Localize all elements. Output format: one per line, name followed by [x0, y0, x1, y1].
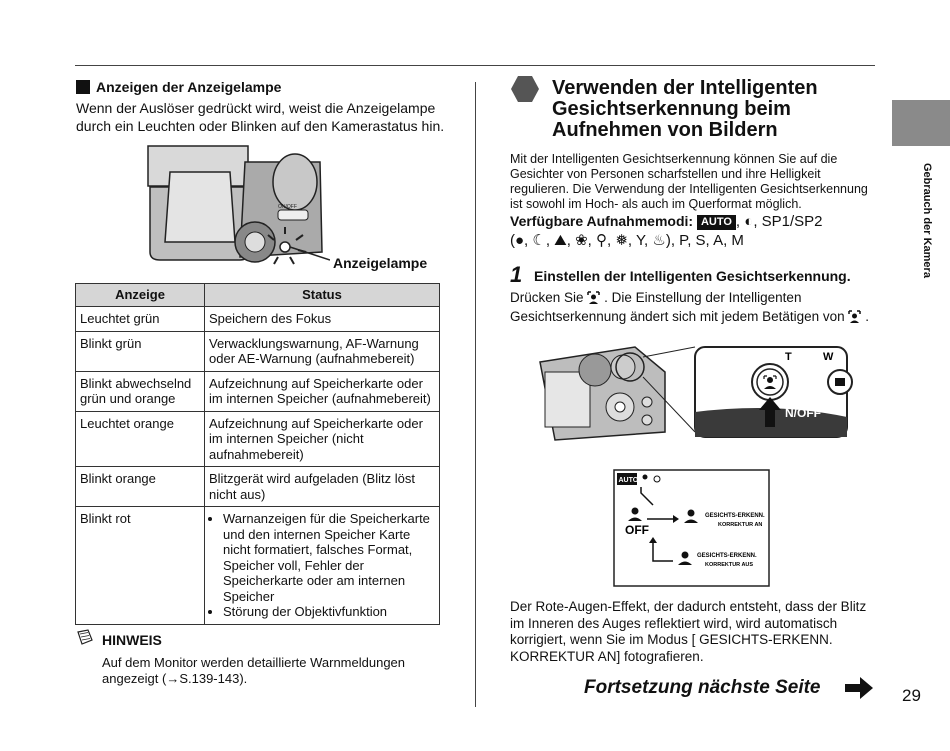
left-intro: Wenn der Auslöser gedrückt wird, weist die Anzeigelampe durch ein Leuchten oder Blinken auf den Kamerastatus hin. — [76, 100, 445, 134]
red-eye-text: Der Rote-Augen-Effekt, der dadurch entsteht, dass der Blitz im Inneren des Auges reflektiert wird, wird automatisch korrigiert, wenn Sie im Modus [ GESICHTS-ERKENN. KORREKTUR AN] fotografieren. — [510, 599, 867, 664]
table-row — [76, 411, 440, 467]
status-bullet: • Störung der Objektivfunktion — [223, 604, 435, 620]
section-tab — [892, 100, 950, 146]
status-bullet: • Warnanzeigen für die Speicherkarte und den internen Speicher Karte nicht formatiert, falsches Format, Speicher voll, Fehler der Speicherkarte oder am internen Speicher — [223, 511, 435, 604]
anzeige-cell: Blinkt abwechselnd grün und orange — [76, 371, 205, 411]
table-row — [76, 507, 440, 625]
step-number: 1 — [510, 262, 523, 287]
menu-option-on-line1: GESICHTS-ERKENN. — [705, 513, 765, 519]
status-table — [75, 283, 440, 625]
step-text — [510, 288, 878, 326]
table-row — [76, 307, 440, 332]
status-cell: Aufzeichnung auf Speicherkarte oder im internen Speicher (aufnahmebereit) — [205, 371, 440, 411]
top-rule — [75, 65, 875, 66]
anzeige-cell: Blinkt rot — [76, 507, 205, 625]
modes-line-2: (●, ☾, ⛰, ❀, ⚲, ❅, Y, ♨), P, S, A, M — [510, 232, 744, 249]
anzeige-cell: Blinkt grün — [76, 331, 205, 371]
left-section-title: Anzeigen der Anzeigelampe — [96, 79, 282, 95]
face-detection-menu-diagram — [613, 469, 770, 587]
menu-option-off-line2: KORREKTUR AUS — [705, 562, 754, 568]
shooting-modes — [510, 212, 880, 250]
modes-line-1: , ◐, SP1/SP2 — [735, 213, 823, 230]
indicator-lamp-label: Anzeigelampe — [333, 255, 428, 271]
step-text-c: . — [865, 309, 869, 324]
anzeige-cell: Leuchtet grün — [76, 307, 205, 332]
status-cell: Speichern des Fokus — [205, 307, 440, 332]
right-intro: Mit der Intelligenten Gesichtserkennung können Sie auf die Gesichter von Personen scharfstellen und ihre Helligkeit regulieren. Die Verwendung der Intelligenten Gesichtserkennung ist sowohl im Hoch- als auch im Querformat möglich. — [510, 152, 868, 211]
menu-off-label: OFF — [625, 523, 649, 537]
note-icon — [76, 628, 94, 646]
step-text-a: Drücken Sie — [510, 290, 584, 305]
column-header-status: Status — [205, 284, 440, 307]
face-detection-icon — [848, 310, 861, 323]
note-title: HINWEIS — [102, 632, 162, 648]
status-cell — [205, 507, 440, 625]
column-divider — [475, 82, 476, 707]
table-row — [76, 467, 440, 507]
auto-mode-badge: AUTO — [697, 215, 736, 230]
anzeige-cell: Blinkt orange — [76, 467, 205, 507]
face-detection-icon — [587, 291, 600, 304]
tele-label: T — [785, 351, 792, 363]
table-row — [76, 371, 440, 411]
section-square-icon — [76, 80, 90, 94]
column-header-anzeige: Anzeige — [76, 284, 205, 307]
status-cell: Blitzgerät wird aufgeladen (Blitz löst nicht aus) — [205, 467, 440, 507]
menu-option-on-line2: KORREKTUR AN — [718, 522, 763, 528]
onoff-label: N/OFF — [785, 406, 821, 420]
note-text: Auf dem Monitor werden detaillierte Warnmeldungen angezeigt (→S.139-143). — [102, 655, 406, 686]
anzeige-cell: Leuchtet orange — [76, 411, 205, 467]
right-section-title: Verwenden der Intelligenten Gesichtserkennung beim Aufnehmen von Bildern — [552, 77, 818, 141]
arrow-right-icon — [845, 677, 873, 699]
onoff-dial-label: ON/OFF — [278, 204, 297, 210]
menu-auto-label: AUTO — [618, 477, 639, 484]
table-row — [76, 331, 440, 371]
wide-label: W — [823, 351, 834, 363]
side-label: Gebrauch der Kamera — [921, 163, 933, 278]
step-title: Einstellen der Intelligenten Gesichtserkennung. — [534, 268, 851, 284]
camera-back-illustration — [535, 332, 855, 444]
camera-top-illustration — [140, 142, 330, 270]
status-cell: Verwacklungswarnung, AF-Warnung oder AE-Warnung (aufnahmebereit) — [205, 331, 440, 371]
status-cell: Aufzeichnung auf Speicherkarte oder im internen Speicher (nicht aufnahmebereit) — [205, 411, 440, 467]
page-number: 29 — [902, 686, 921, 705]
modes-label: Verfügbare Aufnahmemodi: — [510, 213, 694, 229]
step-text-b: . Die Einstellung der Intelligenten Gesichtserkennung ändert sich mit jedem Betätigen von — [510, 290, 845, 324]
hexagon-icon — [510, 75, 540, 103]
menu-option-off-line1: GESICHTS-ERKENN. — [697, 553, 757, 559]
continue-label: Fortsetzung nächste Seite — [584, 677, 821, 698]
